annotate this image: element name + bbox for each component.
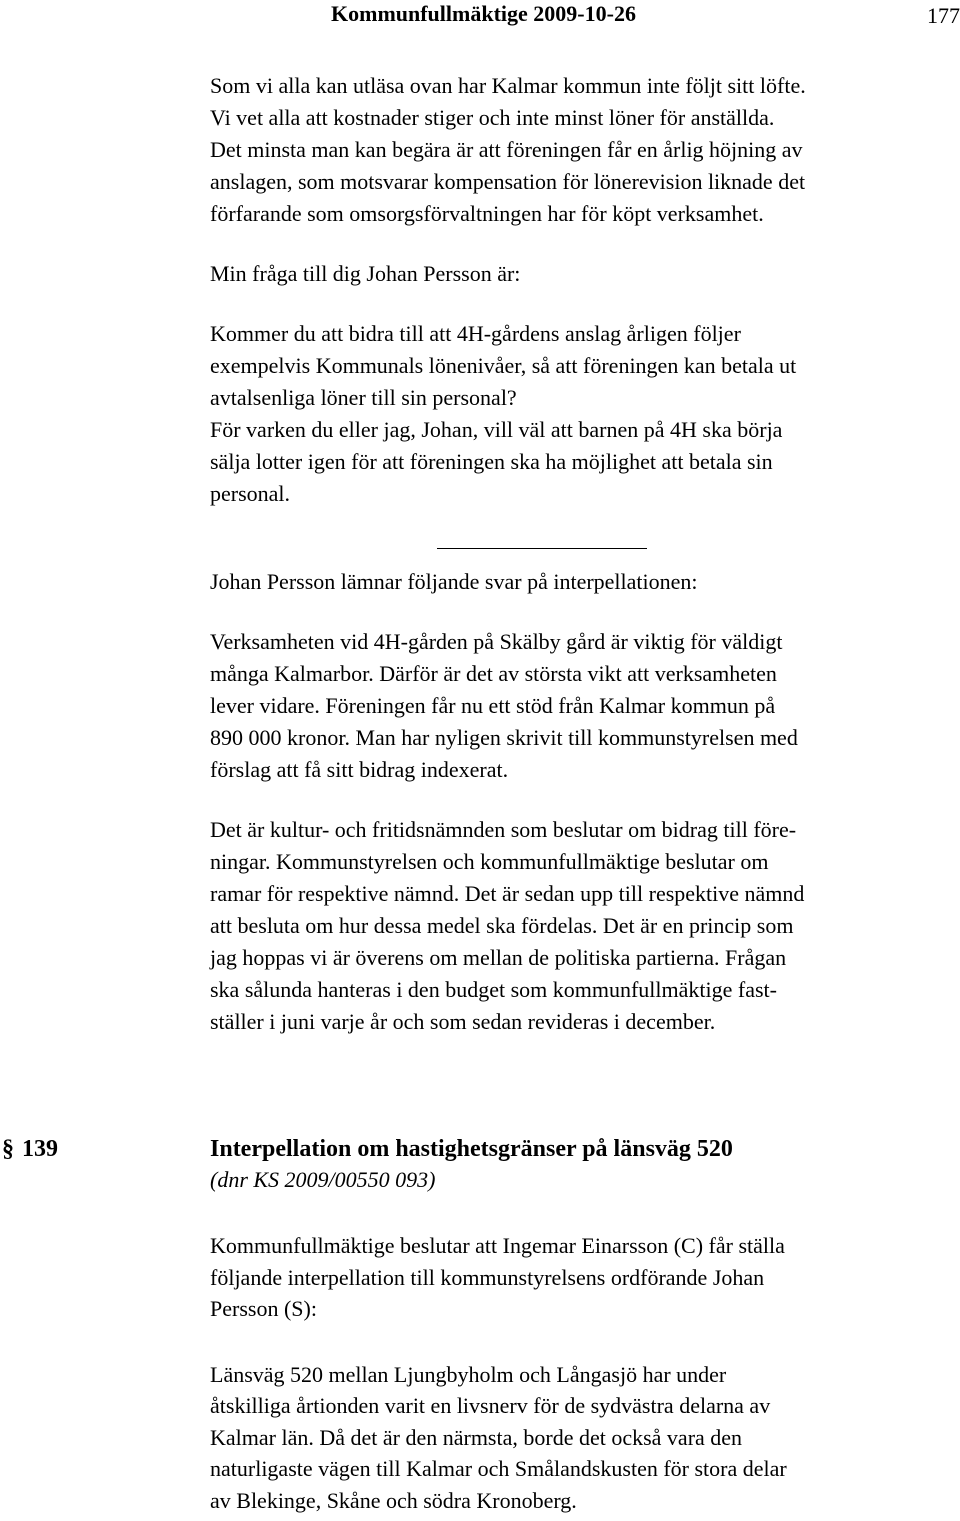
text-line: Vi vet alla att kostnader stiger och inte minst löner för anställda. bbox=[210, 105, 775, 130]
text-line: exempelvis Kommunals lönenivåer, så att föreningen kan betala ut bbox=[210, 353, 797, 378]
text-line: Det minsta man kan begära är att föreningen får en årlig höjning av bbox=[210, 137, 803, 162]
paragraph-interpellation bbox=[210, 1359, 958, 1517]
paragraph-promise bbox=[210, 70, 958, 230]
text-line: Länsväg 520 mellan Ljungbyholm och Långasjö har under bbox=[210, 1361, 727, 1387]
text-line: personal. bbox=[210, 481, 291, 506]
text-line: ramar för respektive nämnd. Det är sedan upp till respektive nämnd bbox=[210, 881, 805, 906]
text-line: åtskilliga årtionden varit en livsnerv för de sydvästra delarna av bbox=[210, 1393, 771, 1418]
text-line: anslagen, som motsvarar kompensation för lönerevision liknade det bbox=[210, 169, 806, 194]
text-line: Johan Persson lämnar följande svar på interpellationen: bbox=[210, 569, 698, 594]
text-line: många Kalmarbor. Därför är det av största vikt att verksamheten bbox=[210, 661, 777, 686]
text-line: Min fråga till dig Johan Persson är: bbox=[210, 261, 521, 286]
text-line: förfarande som omsorgsförvaltningen har för köpt verksamhet. bbox=[210, 201, 764, 226]
text-line: jag hoppas vi är överens om mellan de politiska partierna. Frågan bbox=[210, 945, 787, 970]
text-line: Kalmar län. Då det är den närmsta, borde det också vara den bbox=[210, 1424, 743, 1450]
body-text bbox=[210, 70, 958, 1038]
paragraph-answer-continued bbox=[210, 814, 958, 1038]
paragraph-decision bbox=[210, 1230, 958, 1325]
section-number: 139 bbox=[22, 1136, 58, 1162]
header-title: Kommunfullmäktige 2009-10-26 bbox=[331, 1, 636, 26]
text-line: sälja lotter igen för att föreningen ska ha möjlighet att betala sin bbox=[210, 449, 773, 474]
text-line: ställer i juni varje år och som sedan revideras i december. bbox=[210, 1009, 716, 1034]
section-body bbox=[210, 1230, 958, 1516]
page-number: 177 bbox=[927, 3, 960, 28]
text-line: att besluta om hur dessa medel ska fördelas. Det är en princip som bbox=[210, 913, 794, 938]
text-line: Kommer du att bidra till att 4H-gårdens anslag årligen följer bbox=[210, 321, 741, 346]
text-line: Som vi alla kan utläsa ovan har Kalmar kommun inte följt sitt löfte. bbox=[210, 73, 806, 98]
separator-rule bbox=[437, 548, 647, 549]
section-reference: (dnr KS 2009/00550 093) bbox=[210, 1167, 436, 1192]
text-line: lever vidare. Föreningen får nu ett stöd från Kalmar kommun på bbox=[210, 693, 776, 718]
section-title: Interpellation om hastighetsgränser på länsväg 520 bbox=[210, 1136, 733, 1162]
text-line: av Blekinge, Skåne och södra Kronoberg. bbox=[210, 1487, 577, 1513]
text-line: förslag att få sitt bidrag indexerat. bbox=[210, 757, 509, 782]
text-line: Det är kultur- och fritidsnämnden som beslutar om bidrag till före- bbox=[210, 817, 797, 842]
text-line: Kommunfullmäktige beslutar att Ingemar Einarsson (C) får ställa bbox=[210, 1233, 785, 1258]
text-line: 890 000 kronor. Man har nyligen skrivit till kommunstyrelsen med bbox=[210, 725, 798, 750]
text-line: Persson (S): bbox=[210, 1296, 317, 1321]
text-line: avtalsenliga löner till sin personal? bbox=[210, 385, 517, 410]
paragraph-answer bbox=[210, 626, 958, 786]
text-line: ska sålunda hanteras i den budget som kommunfullmäktige fast- bbox=[210, 977, 777, 1002]
text-line: Verksamheten vid 4H-gården på Skälby gård är viktig för väldigt bbox=[210, 629, 783, 654]
text-line: naturligaste vägen till Kalmar och Smålandskusten för stora delar bbox=[210, 1456, 787, 1481]
paragraph-answer-intro bbox=[210, 566, 958, 598]
text-line: följande interpellation till kommunstyrelsens ordförande Johan bbox=[210, 1264, 765, 1290]
paragraph-question-intro bbox=[210, 258, 958, 290]
section-heading bbox=[0, 1130, 960, 1170]
text-line: ningar. Kommunstyrelsen och kommunfullmäktige beslutar om bbox=[210, 849, 769, 874]
running-header bbox=[0, 0, 960, 40]
paragraph-question bbox=[210, 318, 958, 510]
section-sign: § bbox=[2, 1136, 14, 1162]
text-line: För varken du eller jag, Johan, vill väl att barnen på 4H ska börja bbox=[210, 417, 783, 442]
